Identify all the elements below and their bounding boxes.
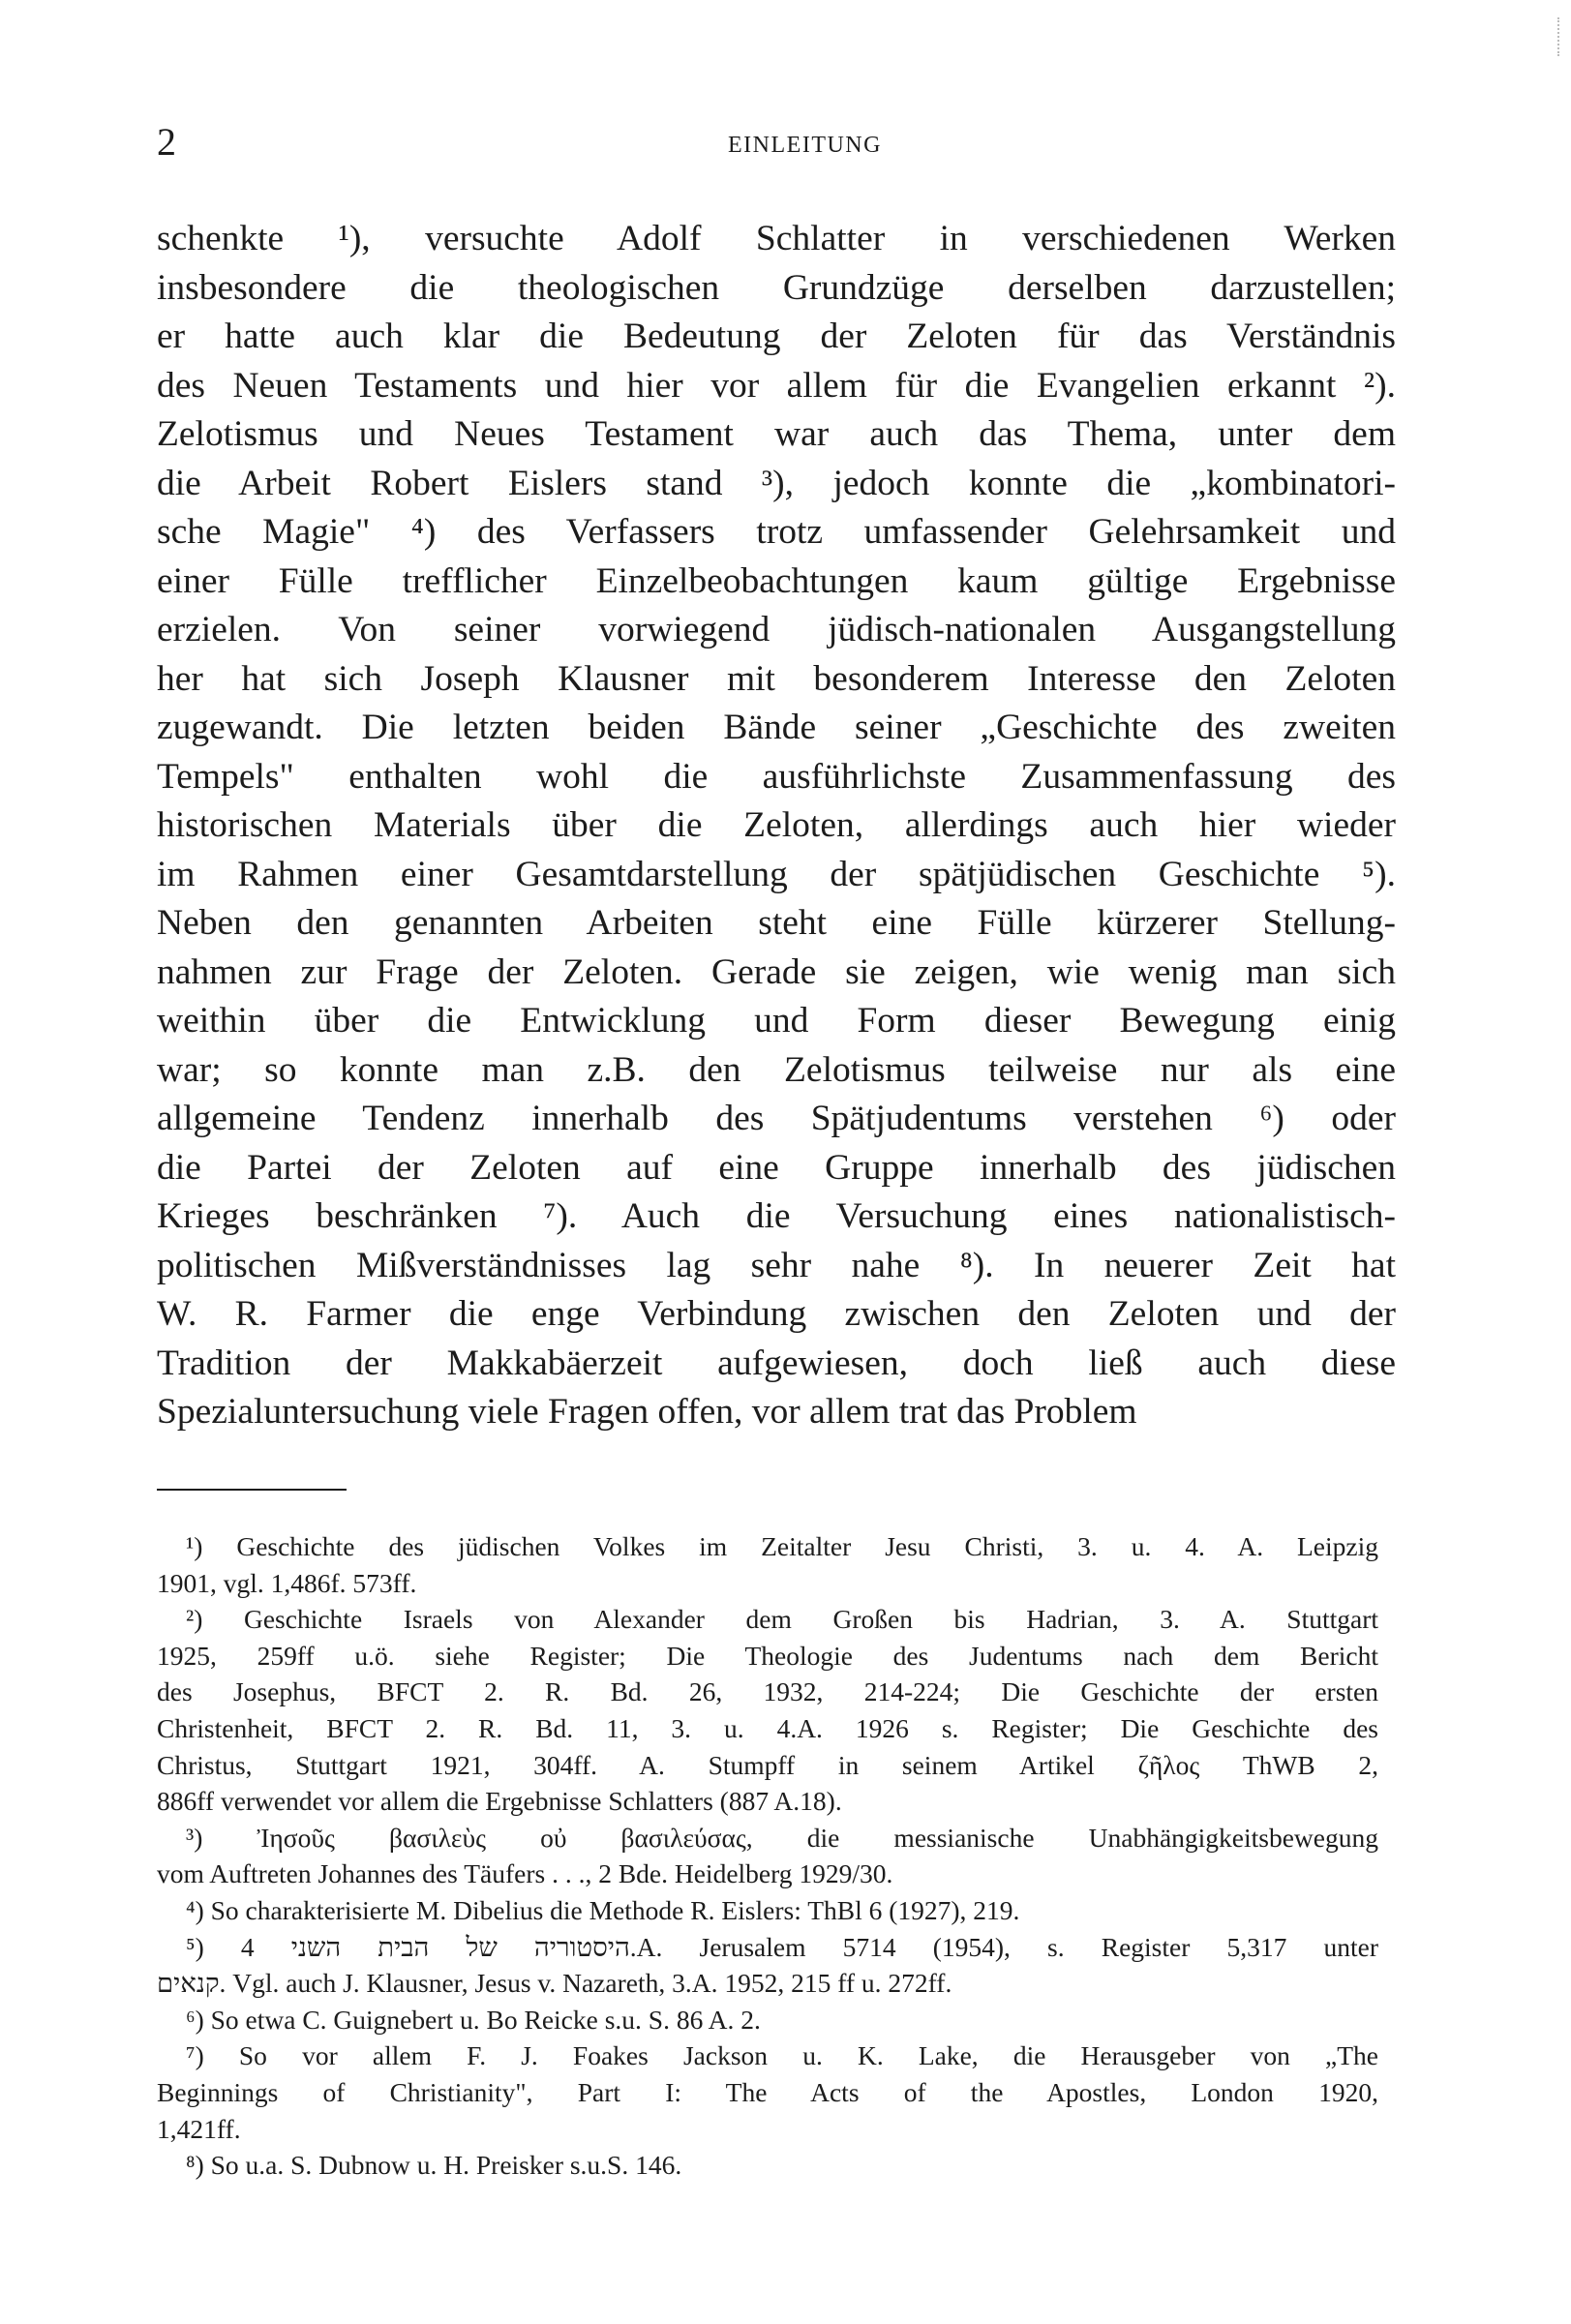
body-line: W. R. Farmer die enge Verbindung zwischen den Zeloten und der [157, 1294, 1396, 1334]
footnote-4 [157, 1892, 1378, 1929]
footnote-5 [157, 1929, 1378, 2002]
footnote-divider [157, 1489, 347, 1491]
footnote-line: ⁸) So u.a. S. Dubnow u. H. Preisker s.u.S. 146. [186, 2150, 682, 2181]
body-line: historischen Materials über die Zeloten, allerdings auch hier wieder [157, 805, 1396, 845]
body-line: Neben den genannten Arbeiten steht eine Fülle kürzerer Stellung- [157, 903, 1396, 943]
body-line: insbesondere die theologischen Grundzüge derselben darzustellen; [157, 267, 1396, 308]
footnote-line: קנאים. Vgl. auch J. Klausner, Jesus v. Nazareth, 3.A. 1952, 215 ff u. 272ff. [157, 1968, 952, 1999]
footnote-1 [157, 1528, 1378, 1601]
body-line: die Partei der Zeloten auf eine Gruppe innerhalb des jüdischen [157, 1147, 1396, 1188]
footnote-line: ⁵) היסטוריה של הבית השני 4.A. Jerusalem 5714 (1954), s. Register 5,317 unter [186, 1931, 1378, 1962]
footnote-line: des Josephus, BFCT 2. R. Bd. 26, 1932, 214-224; Die Geschichte der ersten [157, 1676, 1378, 1707]
body-line: erzielen. Von seiner vorwiegend jüdisch-nationalen Ausgangstellung [157, 610, 1396, 649]
body-text [157, 215, 1396, 1437]
body-line: er hatte auch klar die Bedeutung der Zeloten für das Verständnis [157, 317, 1396, 356]
footnote-line: ²) Geschichte Israels von Alexander dem Großen bis Hadrian, 3. A. Stuttgart [186, 1604, 1378, 1635]
body-line: schenkte ¹), versuchte Adolf Schlatter in verschiedenen Werken [157, 219, 1396, 258]
footnote-line: ⁷) So vor allem F. J. Foakes Jackson u. K. Lake, die Herausgeber von „The [186, 2040, 1378, 2071]
footnote-7 [157, 2037, 1378, 2147]
body-line: politischen Mißverständnisses lag sehr nahe ⁸). In neuerer Zeit hat [157, 1245, 1396, 1285]
body-line: Krieges beschränken ⁷). Auch die Versuchung eines nationalistisch- [157, 1196, 1396, 1236]
footnote-3 [157, 1820, 1378, 1892]
footnote-8 [157, 2147, 1378, 2184]
body-line: her hat sich Joseph Klausner mit besonderem Interesse den Zeloten [157, 658, 1396, 699]
body-line: nahmen zur Frage der Zeloten. Gerade sie zeigen, wie wenig man sich [157, 951, 1396, 992]
footnote-line: Christenheit, BFCT 2. R. Bd. 11, 3. u. 4.A. 1926 s. Register; Die Geschichte des [157, 1712, 1378, 1743]
body-line: allgemeine Tendenz innerhalb des Spätjudentums verstehen ⁶) oder [157, 1099, 1396, 1138]
running-head: EINLEITUNG [728, 133, 882, 158]
body-line: weithin über die Entwicklung und Form dieser Bewegung einig [157, 1001, 1396, 1041]
footnote-line: 886ff verwendet vor allem die Ergebnisse Schlatters (887 A.18). [157, 1786, 842, 1817]
footnote-line: 1925, 259ff u.ö. siehe Register; Die Theologie des Judentums nach dem Bericht [157, 1640, 1378, 1671]
body-line: Tradition der Makkabäerzeit aufgewiesen, doch ließ auch diese [157, 1343, 1396, 1383]
footnote-line: ³) Ἰησοῦς βασιλεὺς οὐ βασιλεύσας, die messianische Unabhängigkeitsbewegung [186, 1822, 1378, 1853]
footnotes [157, 1528, 1378, 2184]
footnote-line: vom Auftreten Johannes des Täufers . . ., 2 Bde. Heidelberg 1929/30. [157, 1858, 893, 1889]
footnote-line: ⁴) So charakterisierte M. Dibelius die Methode R. Eislers: ThBl 6 (1927), 219. [186, 1894, 1020, 1925]
body-line: sche Magie" ⁴) des Verfassers trotz umfassender Gelehrsamkeit und [157, 512, 1396, 552]
page-number: 2 [157, 120, 176, 164]
footnote-line: ¹) Geschichte des jüdischen Volkes im Zeitalter Jesu Christi, 3. u. 4. A. Leipzig [186, 1531, 1378, 1561]
body-line: einer Fülle trefflicher Einzelbeobachtungen kaum gültige Ergebnisse [157, 560, 1396, 601]
footnote-line: Beginnings of Christianity", Part I: The Acts of the Apostles, London 1920, [157, 2076, 1378, 2107]
body-line: Zelotismus und Neues Testament war auch das Thema, unter dem [157, 414, 1396, 454]
body-line: des Neuen Testaments und hier vor allem für die Evangelien erkannt ²). [157, 365, 1396, 406]
footnote-line: Christus, Stuttgart 1921, 304ff. A. Stumpff in seinem Artikel ζῆλος ThWB 2, [157, 1749, 1378, 1780]
body-line: war; so konnte man z.B. den Zelotismus teilweise nur als eine [157, 1049, 1396, 1090]
body-line: zugewandt. Die letzten beiden Bände seiner „Geschichte des zweiten [157, 708, 1396, 747]
footnote-2 [157, 1601, 1378, 1820]
body-line: Spezialuntersuchung viele Fragen offen, vor allem trat das Problem [157, 1392, 1137, 1432]
scan-edge-mark [1557, 17, 1565, 56]
body-line: die Arbeit Robert Eislers stand ³), jedoch konnte die „kombinatori- [157, 463, 1396, 503]
body-line: Tempels" enthalten wohl die ausführlichste Zusammenfassung des [157, 756, 1396, 797]
footnote-line: ⁶) So etwa C. Guignebert u. Bo Reicke s.u. S. 86 A. 2. [186, 2004, 761, 2035]
footnote-line: 1,421ff. [157, 2113, 241, 2144]
footnote-line: 1901, vgl. 1,486f. 573ff. [157, 1567, 417, 1598]
footnote-6 [157, 2002, 1378, 2038]
body-line: im Rahmen einer Gesamtdarstellung der spätjüdischen Geschichte ⁵). [157, 854, 1396, 894]
